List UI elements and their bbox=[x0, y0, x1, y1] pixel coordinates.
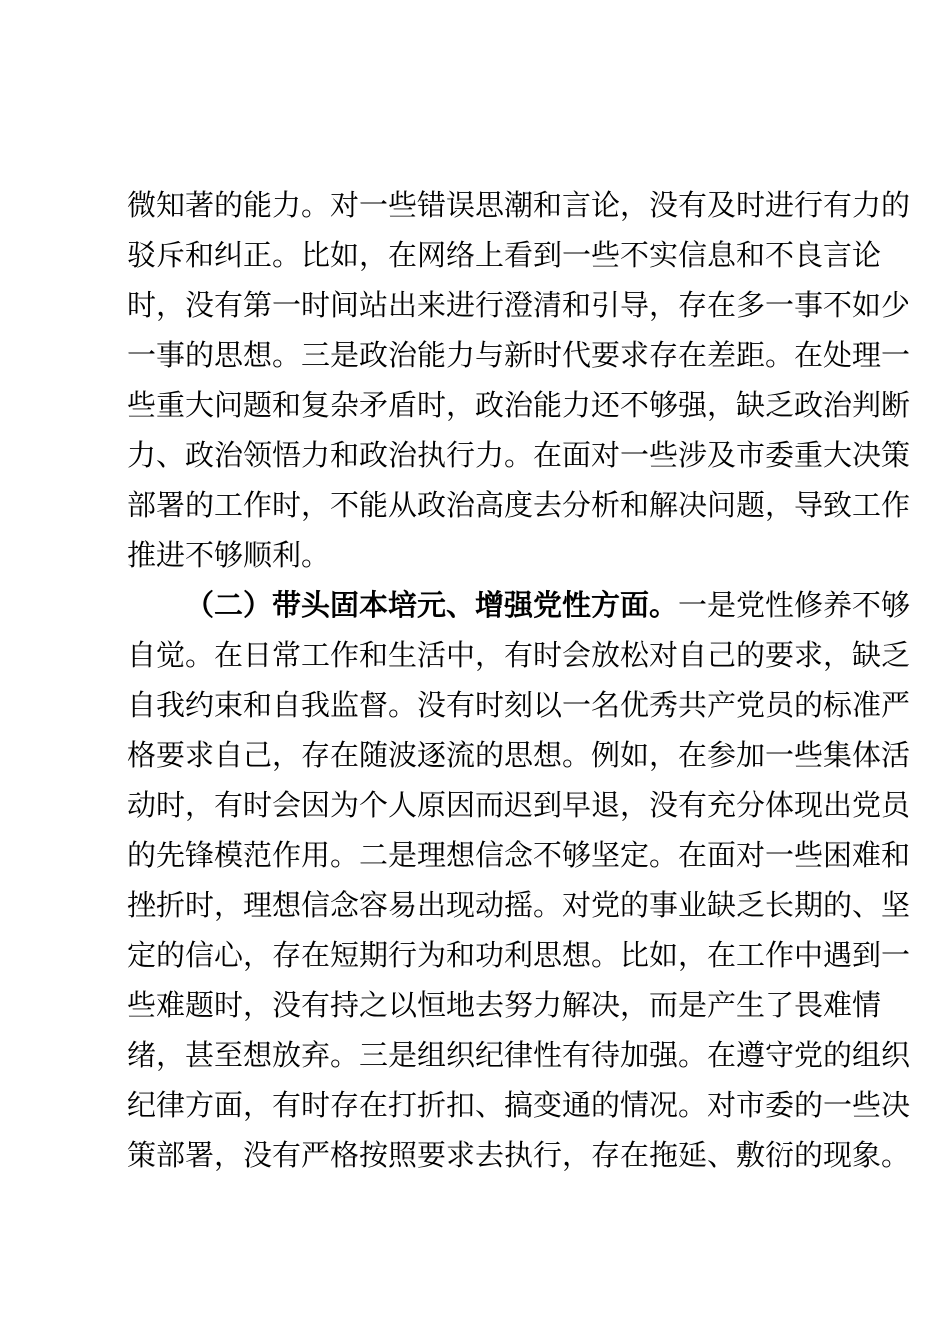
text-line: 推进不够顺利。 bbox=[127, 538, 331, 572]
text-line: 的先锋模范作用。二是理想信念不够坚定。在面对一些困难和 bbox=[127, 838, 911, 872]
text-line: 驳斥和纠正。比如，在网络上看到一些不实信息和不良言论 bbox=[127, 238, 882, 272]
text-line: 策部署，没有严格按照要求去执行，存在拖延、敷衍的现象。 bbox=[127, 1138, 911, 1172]
paragraph-1 bbox=[127, 180, 911, 580]
section-heading: （二）带头固本培元、增强党性方面。 bbox=[185, 588, 679, 622]
text-line: 绪，甚至想放弃。三是组织纪律性有待加强。在遵守党的组织 bbox=[127, 1038, 911, 1072]
text-line: 部署的工作时，不能从政治高度去分析和解决问题，导致工作 bbox=[127, 488, 911, 522]
text-line: 挫折时，理想信念容易出现动摇。对党的事业缺乏长期的、坚 bbox=[127, 888, 911, 922]
text-line: 力、政治领悟力和政治执行力。在面对一些涉及市委重大决策 bbox=[127, 438, 911, 472]
text-line: 一事的思想。三是政治能力与新时代要求存在差距。在处理一 bbox=[127, 338, 911, 372]
text-line: 定的信心，存在短期行为和功利思想。比如，在工作中遇到一 bbox=[127, 938, 911, 972]
text-line: 格要求自己，存在随波逐流的思想。例如，在参加一些集体活 bbox=[127, 738, 911, 772]
text-line: 自觉。在日常工作和生活中，有时会放松对自己的要求，缺乏 bbox=[127, 638, 911, 672]
text-line: 微知著的能力。对一些错误思潮和言论，没有及时进行有力的 bbox=[127, 188, 911, 222]
text-line: 纪律方面，有时存在打折扣、搞变通的情况。对市委的一些决 bbox=[127, 1088, 911, 1122]
text-line: 动时，有时会因为个人原因而迟到早退，没有充分体现出党员 bbox=[127, 788, 911, 822]
text-line: 自我约束和自我监督。没有时刻以一名优秀共产党员的标准严 bbox=[127, 688, 911, 722]
text-run: 一是党性修养不够 bbox=[678, 588, 911, 622]
text-line: 些重大问题和复杂矛盾时，政治能力还不够强，缺乏政治判断 bbox=[127, 388, 911, 422]
document-page bbox=[127, 180, 911, 1180]
paragraph-2 bbox=[127, 580, 911, 1180]
text-line: 些难题时，没有持之以恒地去努力解决，而是产生了畏难情 bbox=[127, 988, 882, 1022]
text-line: 时，没有第一时间站出来进行澄清和引导，存在多一事不如少 bbox=[127, 288, 911, 322]
text-line-first bbox=[127, 580, 911, 630]
